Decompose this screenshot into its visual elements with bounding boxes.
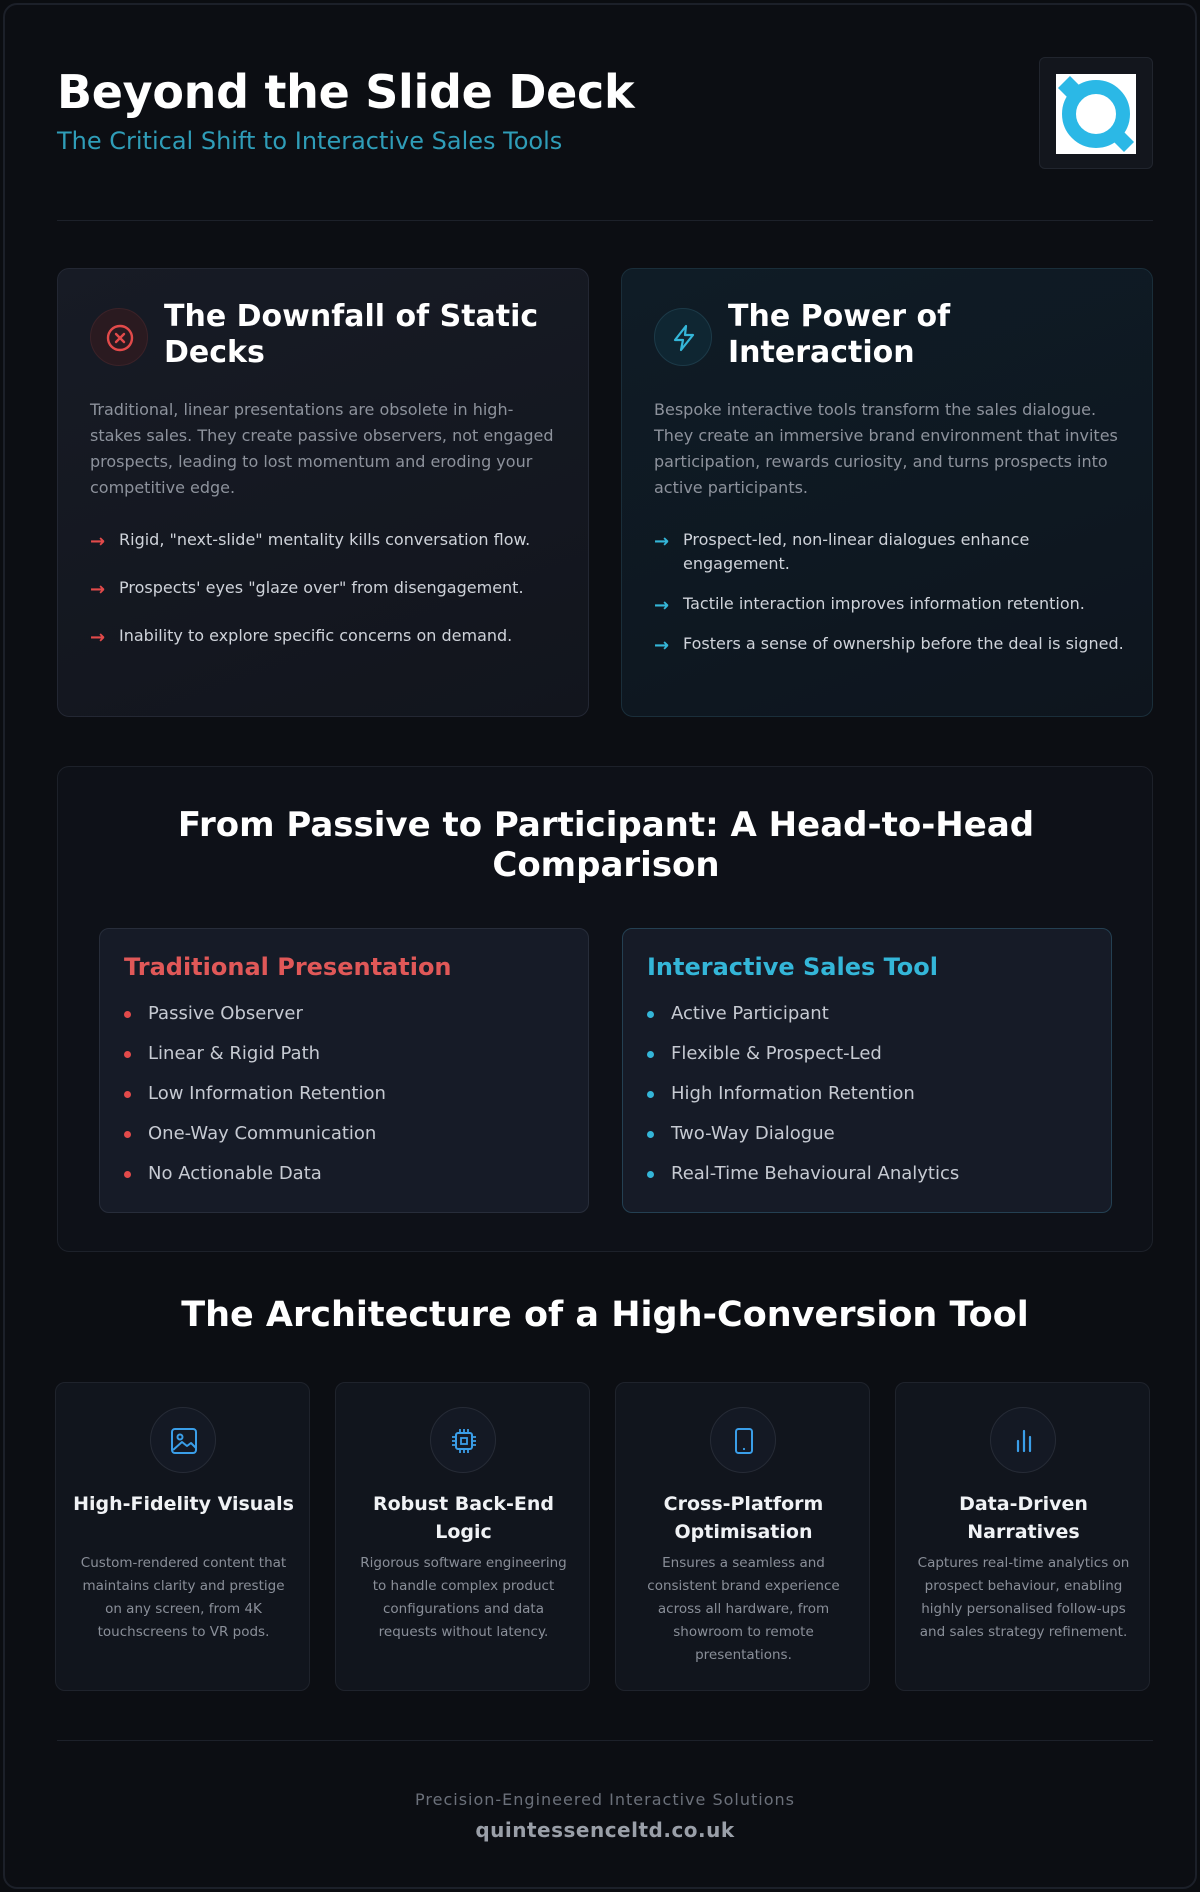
bullet-dot-icon xyxy=(647,1011,654,1018)
feature-card-high-fidelity-visuals xyxy=(55,1382,310,1691)
footer-divider xyxy=(57,1740,1153,1741)
footer-website-link[interactable]: quintessenceltd.co.uk xyxy=(475,1818,735,1842)
bar-chart-icon xyxy=(990,1407,1056,1473)
bullet-dot-icon xyxy=(124,1171,131,1178)
header xyxy=(57,57,1153,221)
cpu-icon xyxy=(430,1407,496,1473)
footer-tagline: Precision-Engineered Interactive Solutions xyxy=(415,1790,795,1809)
page-subtitle: The Critical Shift to Interactive Sales Tools xyxy=(57,127,563,155)
power-of-interaction-description: Bespoke interactive tools transform the sales dialogue. They create an immersive brand environment that invites participation, rewards curiosity, and turns prospects into active participants. xyxy=(654,400,1118,497)
list-item: Passive Observer xyxy=(124,994,564,1034)
page-frame xyxy=(3,3,1197,1889)
feature-title: Data-Driven Narratives xyxy=(959,1493,1088,1543)
x-circle-icon xyxy=(90,308,148,366)
feature-card-data-driven-narratives xyxy=(895,1382,1150,1691)
arrow-right-icon: → xyxy=(654,635,670,656)
power-of-interaction-card xyxy=(621,268,1153,717)
feature-card-cross-platform-optimisation xyxy=(615,1382,870,1691)
arrow-right-icon: → xyxy=(90,579,106,600)
feature-description: Custom-rendered content that maintains clarity and prestige on any screen, from 4K touchscreens to VR pods. xyxy=(80,1555,287,1640)
list-item: → Prospect-led, non-linear dialogues enhance engagement. xyxy=(654,530,1030,573)
architecture-title: The Architecture of a High-Conversion Tool xyxy=(181,1295,1029,1335)
list-item: Active Participant xyxy=(647,994,1087,1034)
static-decks-title: The Downfall of Static Decks xyxy=(164,299,539,370)
lightning-icon xyxy=(654,308,712,366)
list-item: Flexible & Prospect-Led xyxy=(647,1034,1087,1074)
list-item: Real-Time Behavioural Analytics xyxy=(647,1154,1087,1194)
list-item: Linear & Rigid Path xyxy=(124,1034,564,1074)
list-item: → Rigid, "next-slide" mentality kills conversation flow. xyxy=(90,530,531,552)
page-title: Beyond the Slide Deck xyxy=(57,65,635,119)
static-decks-list xyxy=(90,528,560,672)
arrow-right-icon: → xyxy=(90,627,106,648)
list-item: One-Way Communication xyxy=(124,1114,564,1154)
feature-title: High-Fidelity Visuals xyxy=(73,1493,294,1515)
traditional-list xyxy=(124,994,564,1194)
list-item: → Tactile interaction improves information retention. xyxy=(654,594,1085,616)
feature-description: Captures real-time analytics on prospect behaviour, enabling highly personalised follow-ups and sales strategy refinement. xyxy=(917,1555,1130,1640)
quintessence-logo xyxy=(1056,74,1136,154)
power-of-interaction-title: The Power of Interaction xyxy=(728,299,951,370)
static-decks-card xyxy=(57,268,589,717)
image-icon xyxy=(150,1407,216,1473)
list-item: High Information Retention xyxy=(647,1074,1087,1114)
power-of-interaction-list xyxy=(654,528,1124,672)
arrow-right-icon: → xyxy=(90,531,106,552)
tablet-icon xyxy=(710,1407,776,1473)
arrow-right-icon: → xyxy=(654,595,670,616)
bullet-dot-icon xyxy=(647,1131,654,1138)
interactive-sales-tool-column xyxy=(622,928,1112,1213)
bullet-dot-icon xyxy=(124,1131,131,1138)
bullet-dot-icon xyxy=(124,1011,131,1018)
list-item: → Prospects' eyes "glaze over" from disengagement. xyxy=(90,578,524,600)
list-item: Low Information Retention xyxy=(124,1074,564,1114)
list-item: → Fosters a sense of ownership before the deal is signed. xyxy=(654,634,1124,656)
interactive-list xyxy=(647,994,1087,1194)
comparison-section xyxy=(57,766,1153,1252)
feature-description: Ensures a seamless and consistent brand experience across all hardware, from showroom to remote presentations. xyxy=(647,1555,840,1663)
list-item: Two-Way Dialogue xyxy=(647,1114,1087,1154)
feature-card-robust-back-end-logic xyxy=(335,1382,590,1691)
interactive-sales-tool-title: Interactive Sales Tool xyxy=(647,953,939,981)
traditional-presentation-column xyxy=(99,928,589,1213)
list-item: → Inability to explore specific concerns on demand. xyxy=(90,626,513,648)
feature-title: Cross-Platform Optimisation xyxy=(663,1493,824,1543)
feature-title: Robust Back-End Logic xyxy=(372,1493,554,1543)
bullet-dot-icon xyxy=(647,1171,654,1178)
comparison-title: From Passive to Participant: A Head-to-Head Comparison xyxy=(177,805,1035,885)
arrow-right-icon: → xyxy=(654,531,670,552)
static-decks-description: Traditional, linear presentations are obsolete in high-stakes sales. They create passive observers, not engaged prospects, leading to lost momentum and eroding your competitive edge. xyxy=(90,400,554,497)
bullet-dot-icon xyxy=(124,1091,131,1098)
logo-container xyxy=(1039,57,1153,169)
bullet-dot-icon xyxy=(647,1051,654,1058)
bullet-dot-icon xyxy=(124,1051,131,1058)
feature-description: Rigorous software engineering to handle complex product configurations and data requests without latency. xyxy=(360,1555,567,1640)
traditional-presentation-title: Traditional Presentation xyxy=(124,953,452,981)
bullet-dot-icon xyxy=(647,1091,654,1098)
list-item: No Actionable Data xyxy=(124,1154,564,1194)
